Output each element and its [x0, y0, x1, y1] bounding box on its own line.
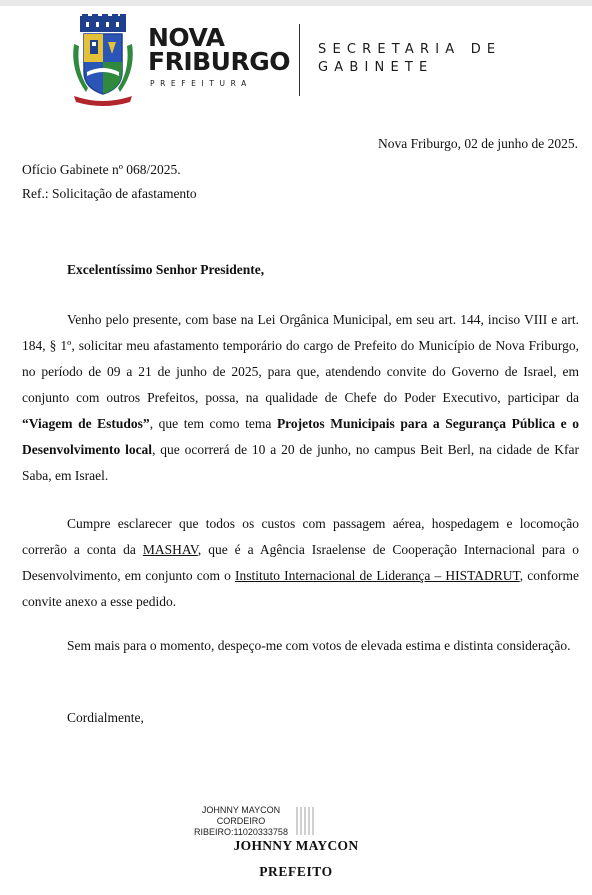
- digital-signature-stamp: [296, 801, 448, 841]
- digital-signature-line-3: RIBEIRO:11020333758: [194, 827, 288, 837]
- p1-text-2: , que tem como tema: [149, 416, 277, 431]
- p1-bold-viagem: “Viagem de Estudos”: [22, 416, 150, 431]
- p2-underline-mashav: MASHAV: [142, 542, 198, 557]
- p2-text-1: Cumpre esclarecer que todos os custos com passagem aérea, hospedagem e locomoção correrão a conta da: [22, 516, 579, 557]
- department-line-1: SECRETARIA DE: [318, 42, 502, 57]
- oficio-number: Ofício Gabinete nº 068/2025.: [22, 162, 181, 177]
- header-divider: [299, 24, 300, 96]
- letter-date: Nova Friburgo, 02 de junho de 2025.: [378, 136, 578, 151]
- p1-text-1: Venho pelo presente, com base na Lei Orgânica Municipal, em seu art. 144, inciso VIII e art. 184, § 1º, solicitar meu afastamento temporário do cargo de Prefeito do Município de Nova Friburgo, no período de 09 a 21 de junho de 2025, para que, atendendo convite do Governo de Israel, em conjunto com outros Prefeitos, possa, na qualidade de Chefe do Poder Executivo, participar da: [22, 312, 579, 405]
- digital-signature-block: [184, 805, 298, 838]
- p2-text-2: , que é a Agência Israelense de Cooperação Internacional para o Desenvolvimento, em conjunto com o: [22, 542, 579, 583]
- digital-signature-line-1: JOHNNY MAYCON: [201, 805, 281, 815]
- signature-stamp-icon: [296, 807, 314, 835]
- signatory-title: PREFEITO: [259, 864, 333, 879]
- top-bar: [0, 0, 592, 6]
- brand-line-nova: NOVA: [148, 23, 225, 52]
- p2-text-3: , conforme convite anexo a esse pedido.: [22, 568, 579, 609]
- paragraph-1: [22, 307, 579, 489]
- department-name: [318, 41, 501, 77]
- p1-text-3: , que ocorrerá de 10 a 20 de junho, no campus Beit Berl, na cidade de Kfar Saba, em Israel.: [22, 442, 579, 483]
- brand-line-friburgo: FRIBURGO: [148, 47, 291, 76]
- reference-line: Ref.: Solicitação de afastamento: [22, 186, 197, 201]
- department-line-2: GABINETE: [318, 60, 434, 75]
- paragraph-2: [22, 511, 579, 615]
- signatory-name: JOHNNY MAYCON: [233, 838, 359, 853]
- paragraph-3: Sem mais para o momento, despeço-me com votos de elevada estima e distinta consideração.: [67, 638, 571, 653]
- brand-subtitle: PREFEITURA: [150, 79, 252, 88]
- brand-name: [148, 23, 291, 76]
- p1-bold-tema: Projetos Municipais para a Segurança Pública e o Desenvolvimento local: [22, 416, 580, 457]
- digital-signature-line-2: CORDEIRO: [216, 816, 266, 826]
- closing: Cordialmente,: [67, 710, 144, 725]
- salutation: Excelentíssimo Senhor Presidente,: [67, 262, 265, 277]
- p2-underline-instituto: Instituto Internacional de Liderança – HISTADRUT: [235, 568, 520, 583]
- nova-friburgo-coat-of-arms-icon: [70, 14, 136, 106]
